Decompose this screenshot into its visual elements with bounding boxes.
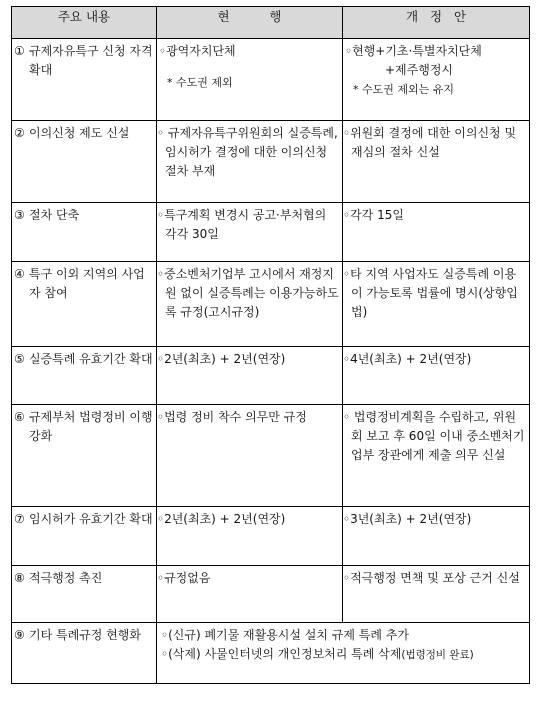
topic-cell [12,507,157,566]
header-proposal: 개 정 안 [343,7,530,39]
row-number: ① [14,44,25,58]
row-number: ③ [14,208,25,222]
current-note: * 수도권 제외 [167,76,233,89]
proposal-text: ◦위원회 결정에 대한 이의신청 및 재심의 절차 신설 [343,126,517,159]
row-number: ⑨ [14,628,25,642]
current-cell [157,203,343,262]
current-text: ◦광역자치단체 [159,44,236,58]
row-number: ⑥ [14,410,25,424]
current-cell [157,507,343,566]
merged-cell [157,623,530,684]
current-text: ◦중소벤처기업부 고시에서 재정지원 없이 실증특례는 이용가능하도록 규정(고시규정) [157,267,339,319]
current-text: ◦2년(최초) + 2년(연장) [157,512,286,526]
proposal-text: ◦현행+기초·특별자치단체 [345,44,482,58]
current-cell [157,39,343,121]
header-row [12,7,530,39]
table-row [12,203,530,262]
topic-text: 기타 특례규정 현행화 [29,628,141,642]
merged-line-deleted [159,645,527,665]
current-text: ◦ 규제자유특구위원회의 실증특례, 임시허가 결정에 대한 이의신청 절차 부재 [157,126,338,178]
table-row [12,121,530,203]
proposal-text: ◦적극행정 면책 및 포상 근거 신설 [343,571,520,585]
merged-line-deleted-text: ◦(삭제) 사물인터넷의 개인정보처리 특례 삭제 [161,647,402,661]
topic-text: 규제자유특구 신청 자격 확대 [29,44,153,77]
proposal-text: ◦4년(최초) + 2년(연장) [343,352,472,366]
row-number: ⑧ [14,571,25,585]
current-text: ◦2년(최초) + 2년(연장) [157,352,286,366]
row-number: ④ [14,267,25,281]
topic-cell [12,347,157,405]
proposal-cell [343,39,530,121]
proposal-cell [343,347,530,405]
row-number: ⑤ [14,352,25,366]
merged-line-added: ◦(신규) 폐기물 재활용시설 설치 규제 특례 추가 [161,628,409,642]
proposal-cell [343,203,530,262]
topic-cell [12,566,157,623]
current-cell [157,262,343,347]
merged-line-note: (법령정비 완료) [401,649,474,661]
current-cell [157,347,343,405]
table-row [12,405,530,507]
topic-cell [12,262,157,347]
table-row [12,347,530,405]
row-number: ② [14,126,25,140]
topic-cell [12,121,157,203]
table-row [12,566,530,623]
topic-cell [12,39,157,121]
proposal-note: * 수도권 제외는 유지 [353,83,454,96]
topic-text: 이의신청 제도 신설 [29,126,130,140]
row-number: ⑦ [14,512,25,526]
current-text: ◦규정없음 [157,571,211,585]
topic-cell [12,203,157,262]
current-cell [157,121,343,203]
table-row [12,262,530,347]
comparison-table [11,6,530,684]
current-text: ◦특구계획 변경시 공고·부처협의 각각 30일 [157,208,327,241]
table-row [12,39,530,121]
proposal-cell [343,566,530,623]
proposal-text: ◦각각 15일 [343,208,404,222]
topic-text: 실증특례 유효기간 확대 [29,352,153,366]
header-current: 현 행 [157,7,343,39]
proposal-text: ◦타 지역 사업자도 실증특례 이용이 가능토록 법률에 명시(상향입법) [343,267,518,319]
table-row [12,623,530,684]
header-topic: 주요 내용 [12,7,157,39]
topic-cell [12,623,157,684]
proposal-cell [343,405,530,507]
proposal-cell [343,507,530,566]
topic-text: 적극행정 촉진 [29,571,103,585]
current-cell [157,566,343,623]
table-row [12,507,530,566]
current-cell [157,405,343,507]
current-text: ◦법령 정비 착수 의무만 규정 [157,410,307,424]
proposal-text: ◦3년(최초) + 2년(연장) [343,512,472,526]
topic-cell [12,405,157,507]
proposal-subtext: +제주행정시 [385,63,454,77]
topic-text: 특구 이외 지역의 사업자 참여 [29,267,145,300]
topic-text: 규제부처 법령정비 이행 강화 [29,410,153,443]
topic-text: 임시허가 유효기간 확대 [29,512,153,526]
proposal-cell [343,121,530,203]
proposal-text: ◦ 법령정비계획을 수립하고, 위원회 보고 후 60일 이내 중소벤처기업부 장관에게 제출 의무 신설 [343,410,525,462]
proposal-cell [343,262,530,347]
topic-text: 절차 단축 [29,208,80,222]
